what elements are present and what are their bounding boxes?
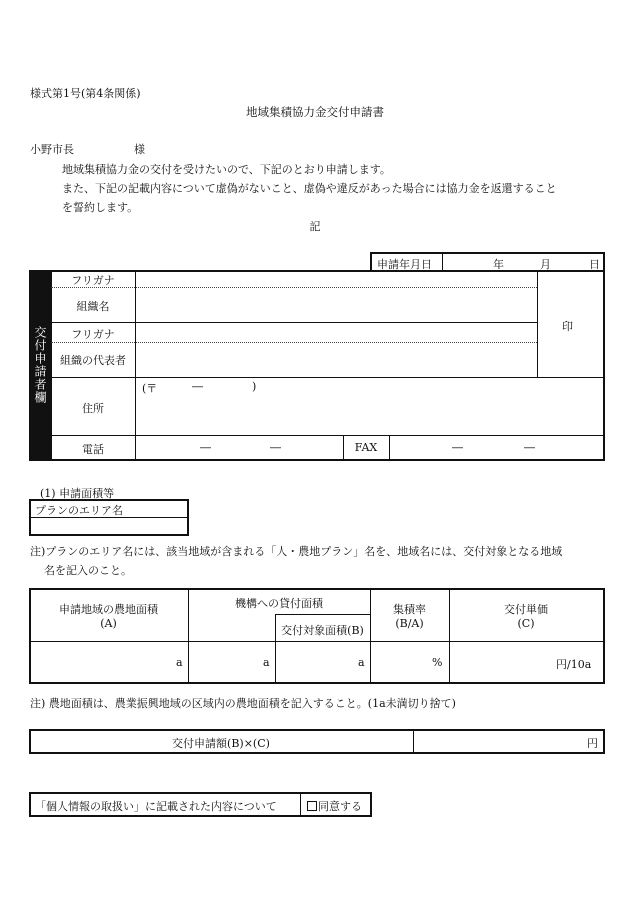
col-unit-price-sub: (C) <box>517 617 535 630</box>
org-name-label: 組織名 <box>76 300 110 313</box>
unit-a-1: a <box>176 656 183 669</box>
unit-percent: % <box>432 656 443 669</box>
grant-amount-field[interactable] <box>416 732 584 751</box>
date-year-label: 年 <box>493 258 504 271</box>
postal-suffix: ) <box>252 380 257 393</box>
page-title: 地域集積協力金交付申請書 <box>246 105 384 119</box>
unit-a-3: a <box>358 656 365 669</box>
eligible-area-field[interactable] <box>277 644 355 680</box>
form-number: 様式第1号(第4条関係) <box>30 87 141 100</box>
section1-heading: (1) 申請面積等 <box>40 487 115 500</box>
furigana-label: フリガナ <box>71 274 115 287</box>
ki-mark: 記 <box>309 220 321 233</box>
privacy-consent-checkbox[interactable] <box>307 798 362 814</box>
rate-field[interactable] <box>372 644 430 680</box>
addressee-honorific: 様 <box>134 143 145 156</box>
plan-area-label: プランのエリア名 <box>35 504 123 517</box>
phone-field[interactable] <box>137 437 342 458</box>
furigana-label-2: フリガナ <box>71 328 115 341</box>
note-1-line-1: 注)プランのエリア名には、該当地域が含まれる「人・農地プラン」名を、地域名には、交付対象となる地域 <box>30 545 563 558</box>
checkbox-icon[interactable] <box>307 801 317 811</box>
plan-area-field[interactable] <box>32 519 186 533</box>
farmland-area-field[interactable] <box>32 644 172 680</box>
org-name-field[interactable] <box>137 289 535 321</box>
intro-line-1: 地域集積協力金の交付を受けたいので、下記のとおり申請します。 <box>62 163 391 176</box>
phone-label: 電話 <box>82 443 104 456</box>
furigana-field[interactable] <box>137 272 535 286</box>
grant-amount-label: 交付申請額(B)×(C) <box>172 737 270 750</box>
col-rate-header: 集積率 <box>393 603 426 616</box>
col-eligible-area-header: 交付対象面積(B) <box>281 624 364 637</box>
unit-yen-per-10a: 円/10a <box>556 658 592 671</box>
unit-price-field[interactable] <box>451 644 553 680</box>
intro-line-2: また、下記の記載内容について虚偽がないこと、虚偽や違反があった場合には協力金を返還すること <box>62 182 557 195</box>
unit-a-2: a <box>263 656 270 669</box>
furigana-field-2[interactable] <box>137 324 535 341</box>
representative-label: 組織の代表者 <box>60 354 126 367</box>
phone-dash-2: ― <box>270 441 281 454</box>
applicant-sidebar: 交付申請者欄 <box>29 270 51 460</box>
seal-mark: 印 <box>562 320 573 333</box>
fax-dash-1: ― <box>452 441 463 454</box>
address-field[interactable] <box>137 379 602 434</box>
col-rate-sub: (B/A) <box>395 617 424 630</box>
fax-label: FAX <box>354 441 378 454</box>
postal-prefix: (〒 <box>142 382 158 395</box>
address-label: 住所 <box>82 402 104 415</box>
addressee-name: 小野市長 <box>30 143 74 156</box>
note-1-line-2: 名を記入のこと。 <box>44 564 132 577</box>
col-farmland-area-sub: (A) <box>100 617 117 630</box>
col-farmland-area-header: 申請地域の農地面積 <box>59 603 158 616</box>
grant-amount-unit: 円 <box>587 737 598 750</box>
lease-area-field[interactable] <box>190 644 260 680</box>
application-date-field[interactable] <box>444 254 602 270</box>
date-label: 申請年月日 <box>377 258 432 271</box>
seal-area[interactable] <box>539 272 602 376</box>
date-month-label: 月 <box>540 258 551 271</box>
note-2: 注) 農地面積は、農業振興地域の区域内の農地面積を記入すること。(1a未満切り捨て) <box>30 697 456 710</box>
postal-dash: ― <box>192 380 203 393</box>
fax-dash-2: ― <box>524 441 535 454</box>
fax-field[interactable] <box>391 437 602 458</box>
col-unit-price-header: 交付単価 <box>504 603 548 616</box>
date-day-label: 日 <box>589 258 600 271</box>
privacy-consent-label: 同意する <box>318 800 362 813</box>
phone-dash-1: ― <box>200 441 211 454</box>
privacy-label: 「個人情報の取扱い」に記載された内容について <box>35 800 277 813</box>
intro-line-3: を誓約します。 <box>62 201 139 214</box>
col-lease-area-header: 機構への貸付面積 <box>235 597 323 610</box>
representative-field[interactable] <box>137 344 535 376</box>
